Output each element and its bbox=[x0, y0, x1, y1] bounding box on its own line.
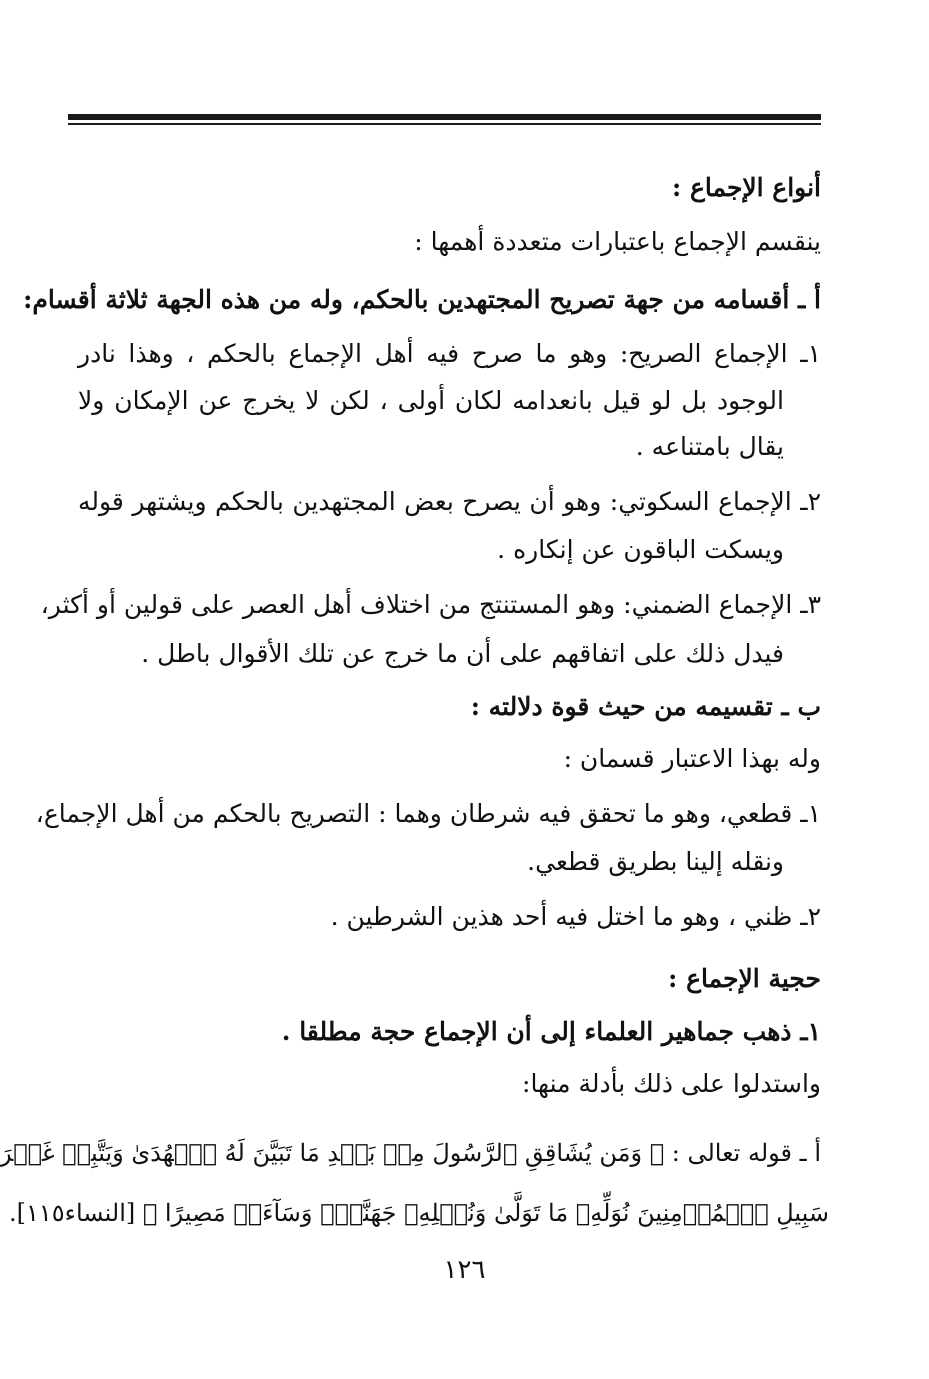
section-b-intro: وله بهذا الاعتبار قسمان : bbox=[563, 744, 821, 773]
evidence-a-verse-part-1: قوله تعالى : ﴿ وَمَن يُشَاقِقِ ٱلرَّسُولَ مِنۢ بَعۡدِ مَا تَبَيَّنَ لَهُ ٱلۡهُدَىٰ وَيَتَّبِعۡ غَيۡرَ bbox=[0, 1139, 793, 1167]
section-b-item-1-text: قطعي، وهو ما تحقق فيه شرطان وهما : التصريح بالحكم من أهل الإجماع، bbox=[35, 799, 793, 828]
section-a-item-2-line-1 bbox=[78, 485, 821, 519]
intro-text: ينقسم الإجماع باعتبارات متعددة أهمها : bbox=[414, 227, 821, 256]
section-b-marker: ب ـ bbox=[781, 692, 821, 721]
section-b-item-1-marker: ١ـ bbox=[800, 799, 821, 828]
proof-intro: واستدلوا على ذلك بأدلة منها: bbox=[522, 1069, 821, 1098]
header-rule-thin bbox=[68, 123, 821, 125]
section-b-item-1-line-1 bbox=[35, 797, 821, 831]
section-b-item-2-marker: ٢ـ bbox=[800, 902, 821, 931]
section-b-item-1-line-2: ونقله إلينا بطريق قطعي. bbox=[527, 847, 784, 876]
evidence-a-marker: أ ـ bbox=[799, 1139, 821, 1167]
section-b-item-2-text: ظني ، وهو ما اختل فيه أحد هذين الشرطين . bbox=[330, 902, 793, 931]
section-a-item-2-line-2: ويسكت الباقون عن إنكاره . bbox=[497, 535, 784, 564]
section-a-item-1-line-3: يقال بامتناعه . bbox=[635, 432, 784, 461]
evidence-a-line-2: سَبِيلِ ٱلۡمُؤۡمِنِينَ نُوَلِّهِۦ مَا تَوَلَّىٰ وَنُصۡلِهِۦ جَهَنَّمَۖ وَسَآءَتۡ مَصِيرًا ﴾ [النساء١١٥]. bbox=[8, 1199, 829, 1227]
section-a-item-1-line-2: الوجود بل لو قيل بانعدامه لكان أولى ، لكن لا يخرج عن الإمكان ولا bbox=[78, 386, 784, 415]
section-a-item-2-marker: ٢ـ bbox=[800, 487, 821, 516]
section-a-title bbox=[23, 283, 821, 317]
section-a-item-3-line-1 bbox=[40, 588, 821, 622]
page-number: ١٢٦ bbox=[443, 1255, 486, 1285]
section-a-marker: أ ـ bbox=[798, 285, 821, 314]
header-rule-thick bbox=[68, 114, 821, 120]
section-b-item-2-line-1 bbox=[331, 900, 821, 934]
heading-types: أنواع الإجماع : bbox=[672, 173, 821, 202]
section-a-item-2-text: الإجماع السكوتي: وهو أن يصرح بعض المجتهدين بالحكم ويشتهر قوله bbox=[78, 487, 792, 516]
section-b-title bbox=[471, 690, 821, 724]
proof-point-1: ١ـ ذهب جماهير العلماء إلى أن الإجماع حجة مطلقا . bbox=[281, 1017, 821, 1046]
section-a-item-1-marker: ١ـ bbox=[800, 339, 822, 368]
section-a-item-1-line-1 bbox=[78, 337, 821, 371]
evidence-a-line-1 bbox=[0, 1136, 821, 1170]
heading-proof: حجية الإجماع : bbox=[668, 964, 821, 993]
section-b-title-text: تقسيمه من حيث قوة دلالته : bbox=[470, 692, 773, 721]
section-a-item-3-line-2: فيدل ذلك على اتفاقهم على أن ما خرج عن تلك الأقوال باطل . bbox=[141, 639, 784, 668]
section-a-item-1-text: الإجماع الصريح: وهو ما صرح فيه أهل الإجماع بالحكم ، وهذا نادر bbox=[78, 339, 788, 368]
section-a-item-3-text: الإجماع الضمني: وهو المستنتج من اختلاف أهل العصر على قولين أو أكثر، bbox=[40, 590, 793, 619]
section-a-title-text: أقسامه من جهة تصريح المجتهدين بالحكم، وله من هذه الجهة ثلاثة أقسام: bbox=[23, 285, 790, 314]
section-a-item-3-marker: ٣ـ bbox=[800, 590, 821, 619]
